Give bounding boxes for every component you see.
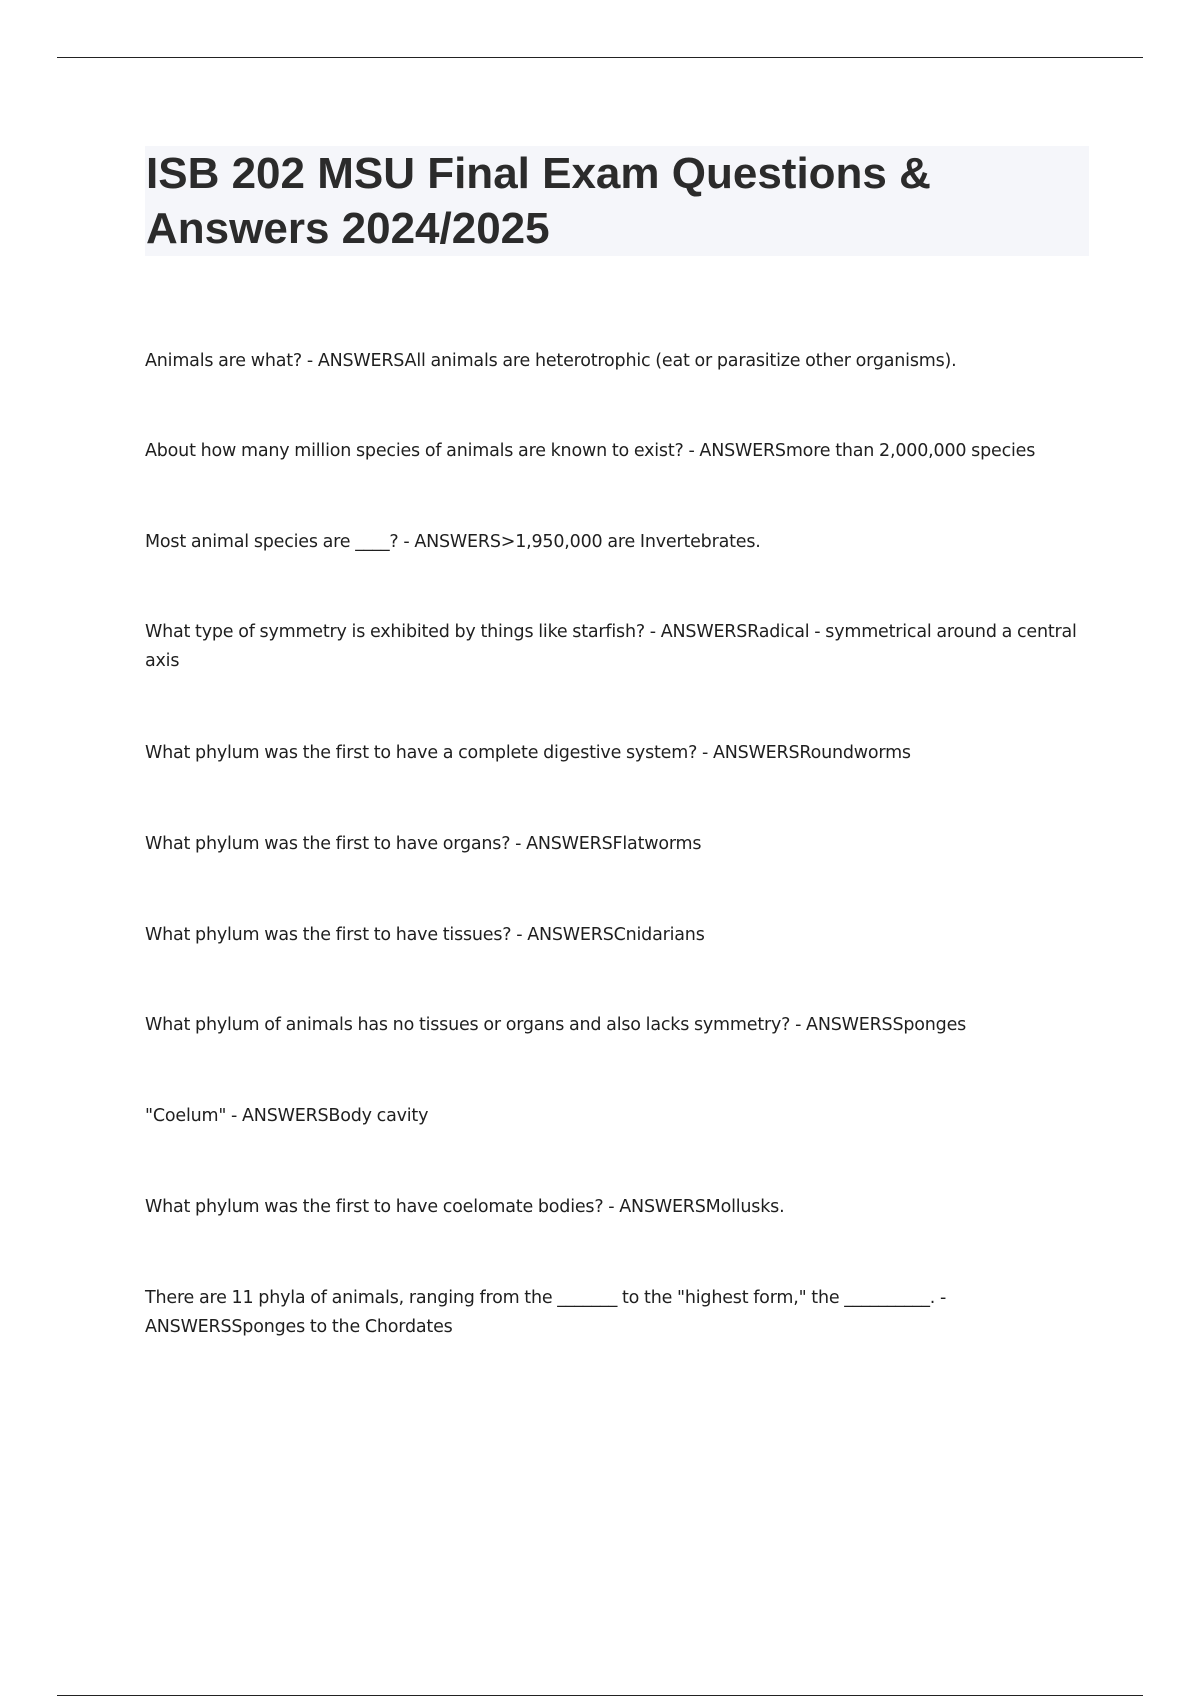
qa-item: What phylum was the first to have organs? - ANSWERSFlatworms xyxy=(145,834,702,854)
qa-item: "Coelum" - ANSWERSBody cavity xyxy=(145,1106,429,1126)
top-rule xyxy=(57,57,1143,58)
qa-item: What phylum was the first to have coelomate bodies? - ANSWERSMollusks. xyxy=(145,1197,785,1217)
qa-item: Animals are what? - ANSWERSAll animals are heterotrophic (eat or parasitize other organisms). xyxy=(145,351,957,371)
document-title: ISB 202 MSU Final Exam Questions & Answers 2024/2025 xyxy=(146,149,931,253)
qa-item: What phylum was the first to have tissues? - ANSWERSCnidarians xyxy=(145,925,705,945)
qa-item: About how many million species of animals are known to exist? - ANSWERSmore than 2,000,000 species xyxy=(145,441,1036,461)
qa-item: What phylum was the first to have a complete digestive system? - ANSWERSRoundworms xyxy=(145,743,911,763)
qa-item: What phylum of animals has no tissues or organs and also lacks symmetry? - ANSWERSSponges xyxy=(145,1015,967,1035)
bottom-rule xyxy=(57,1695,1143,1696)
qa-item: There are 11 phyla of animals, ranging from the _______ to the "highest form," the __________. - ANSWERSSponges to the Chordates xyxy=(145,1288,947,1337)
qa-item: What type of symmetry is exhibited by things like starfish? - ANSWERSRadical - symmetrical around a central axis xyxy=(145,622,1077,671)
title-block xyxy=(145,146,1089,256)
qa-item: Most animal species are ____? - ANSWERS>1,950,000 are Invertebrates. xyxy=(145,532,761,552)
